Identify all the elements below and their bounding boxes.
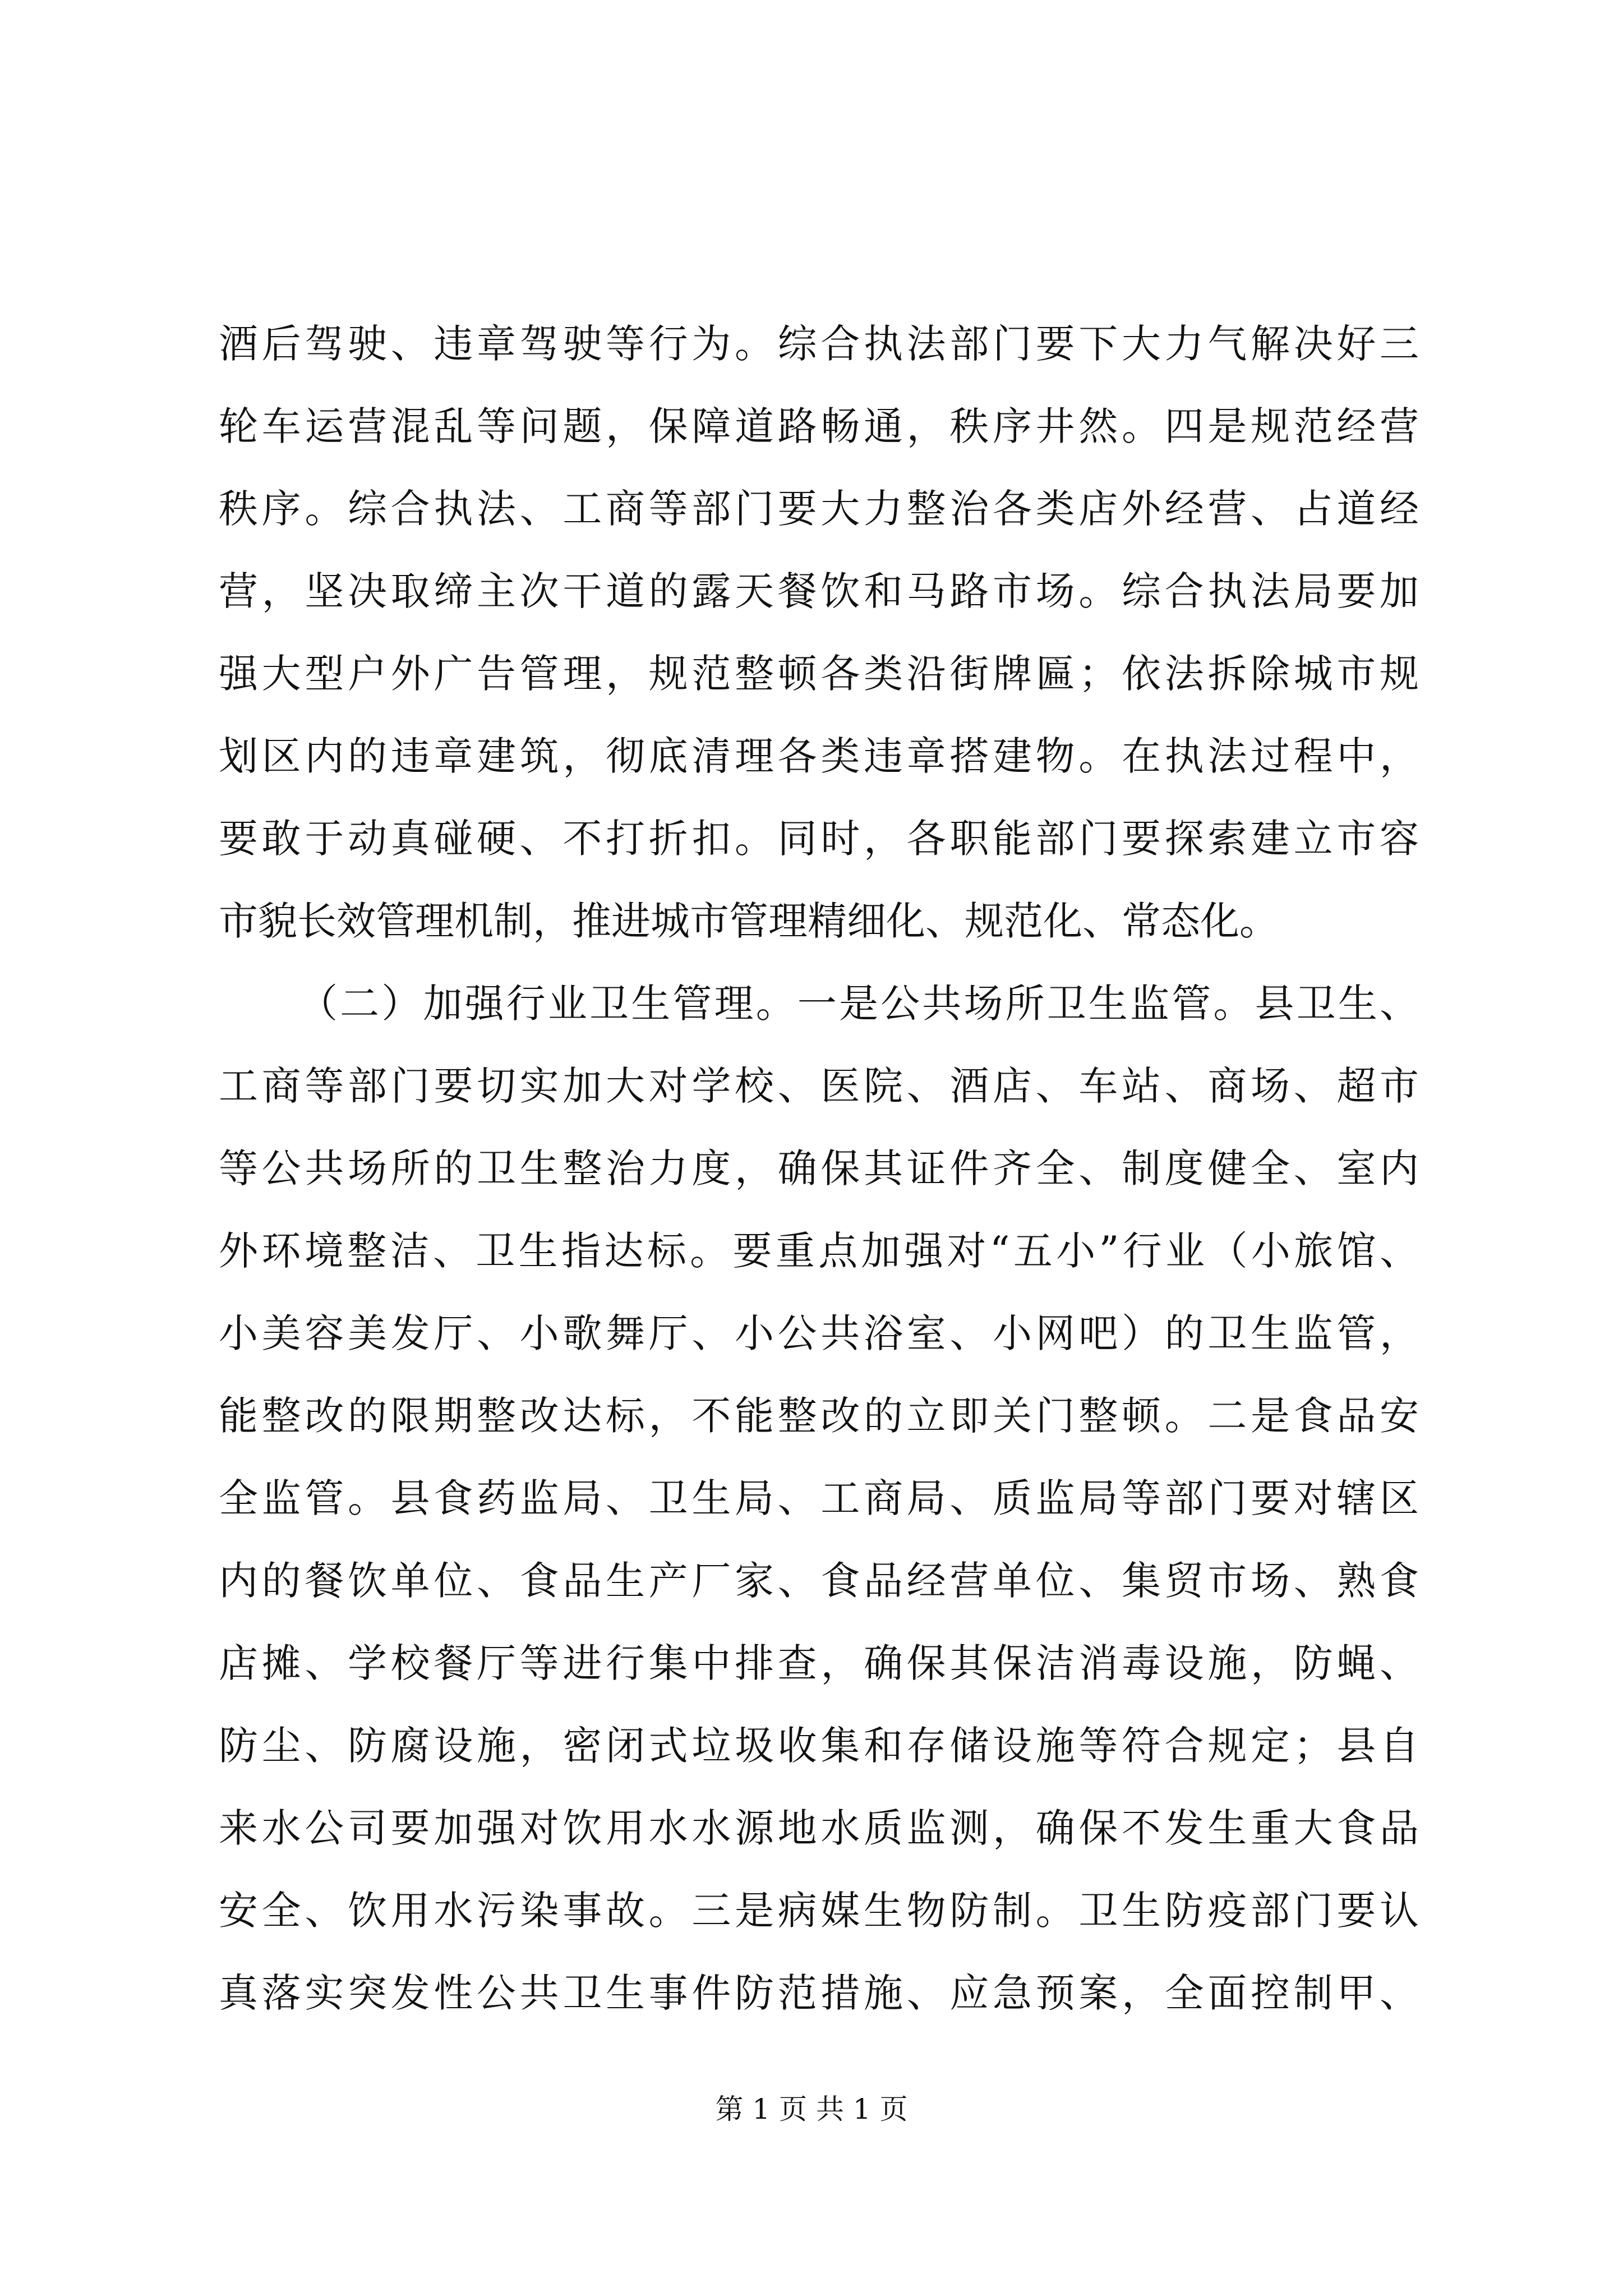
text-line: 酒后驾驶、违章驾驶等行为。综合执法部门要下大力气解决好三 <box>219 321 1419 367</box>
page-footer: 第 1 页 共 1 页 <box>715 2093 908 2125</box>
text-line: 内的餐饮单位、食品生产厂家、食品经营单位、集贸市场、熟食 <box>219 1558 1419 1604</box>
text-line: 强大型户外广告管理，规范整顿各类沿街牌匾；依法拆除城市规 <box>219 651 1419 697</box>
text-line: 划区内的违章建筑，彻底清理各类违章搭建物。在执法过程中， <box>219 733 1419 779</box>
text-line: 安全、饮用水污染事故。三是病媒生物防制。卫生防疫部门要认 <box>219 1888 1419 1934</box>
text-line: 防尘、防腐设施，密闭式垃圾收集和存储设施等符合规定；县自 <box>219 1723 1419 1769</box>
text-line: 全监管。县食药监局、卫生局、工商局、质监局等部门要对辖区 <box>219 1475 1419 1521</box>
body-text <box>219 303 1419 2035</box>
text-line: 秩序。综合执法、工商等部门要大力整治各类店外经营、占道经 <box>219 486 1419 532</box>
text-line: 来水公司要加强对饮用水水源地水质监测，确保不发生重大食品 <box>219 1805 1419 1851</box>
text-line: 外环境整洁、卫生指达标。要重点加强对“五小”行业（小旅馆、 <box>219 1228 1419 1274</box>
section-heading-line: （二）加强行业卫生管理。一是公共场所卫生监管。县卫生、 <box>298 981 1419 1027</box>
text-line: 真落实突发性公共卫生事件防范措施、应急预案，全面控制甲、 <box>219 1970 1419 2016</box>
text-line: 营，坚决取缔主次干道的露天餐饮和马路市场。综合执法局要加 <box>219 568 1419 614</box>
text-line: 市貌长效管理机制，推进城市管理精细化、规范化、常态化。 <box>219 898 1279 944</box>
text-line: 能整改的限期整改达标，不能整改的立即关门整顿。二是食品安 <box>219 1393 1419 1439</box>
text-line: 店摊、学校餐厅等进行集中排查，确保其保洁消毒设施，防蝇、 <box>219 1640 1419 1686</box>
text-line: 小美容美发厅、小歌舞厅、小公共浴室、小网吧）的卫生监管， <box>219 1310 1419 1356</box>
text-line: 等公共场所的卫生整治力度，确保其证件齐全、制度健全、室内 <box>219 1145 1419 1191</box>
text-line: 轮车运营混乱等问题，保障道路畅通，秩序井然。四是规范经营 <box>219 403 1419 449</box>
text-line: 要敢于动真碰硬、不打折扣。同时，各职能部门要探索建立市容 <box>219 816 1419 862</box>
text-line: 工商等部门要切实加大对学校、医院、酒店、车站、商场、超市 <box>219 1063 1419 1109</box>
